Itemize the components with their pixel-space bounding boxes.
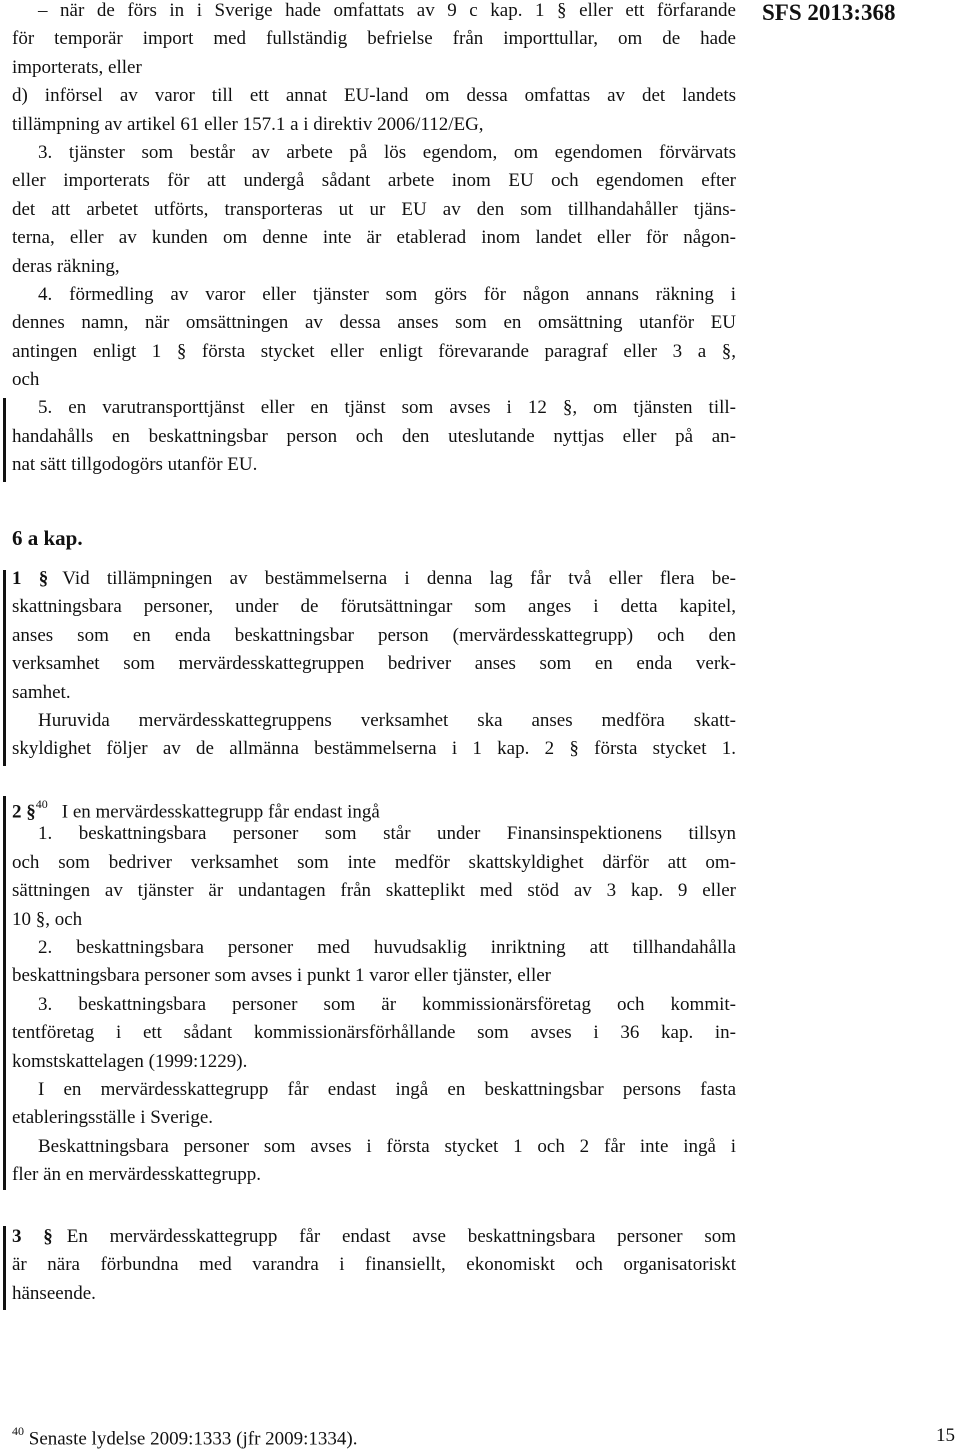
text-line: 3 § En mervärdesskattegrupp får endast avse beskattningsbara personer som bbox=[12, 1226, 736, 1247]
chapter-heading: 6 a kap. bbox=[12, 526, 83, 550]
section-number: 1 § bbox=[12, 568, 49, 589]
text-line: 5. en varutransporttjänst eller en tjänst som avses i 12 §, om tjänsten till- bbox=[38, 397, 736, 419]
text-line: för temporär import med fullständig befrielse från importtullar, om de hade bbox=[12, 28, 736, 50]
text-line: handahålls en beskattningsbar person och den uteslutande nyttjas eller på an- bbox=[12, 425, 736, 447]
text-line: sättningen av tjänster är undantagen från skatteplikt med stöd av 3 kap. 9 eller bbox=[12, 880, 736, 902]
text-line: d) införsel av varor till ett annat EU-land om dessa omfattas av det landets bbox=[12, 85, 736, 107]
text-line: deras räkning, bbox=[12, 255, 120, 277]
text-line: importerats, eller bbox=[12, 56, 142, 78]
section-2 bbox=[12, 792, 736, 1189]
text-line: det att arbetet utförts, transporteras ut ur EU av den som tillhandahåller tjäns- bbox=[12, 198, 736, 220]
change-bar bbox=[3, 570, 6, 766]
text-line: 2. beskattningsbara personer med huvudsaklig inriktning att tillhandahålla bbox=[38, 936, 736, 958]
text-line: och som bedriver verksamhet som inte medför skattskyldighet därför att om- bbox=[12, 851, 736, 873]
text-line: fler än en mervärdesskattegrupp. bbox=[12, 1164, 262, 1186]
text-line: Beskattningsbara personer som avses i första stycket 1 och 2 får inte ingå i bbox=[38, 1135, 736, 1157]
text-line: antingen enligt 1 § första stycket eller enligt förevarande paragraf eller 3 a §, bbox=[12, 340, 736, 362]
section-number: 3 § bbox=[12, 1226, 53, 1247]
footnote-ref: 40 bbox=[35, 797, 48, 811]
section-1 bbox=[12, 565, 736, 764]
text-line: hänseende. bbox=[12, 1282, 96, 1304]
text-line: – när de förs in i Sverige hade omfattats av 9 c kap. 1 § eller ett förfarande bbox=[38, 0, 736, 21]
text-line: dennes namn, när omsättningen av dessa anses som en omsättning utanför EU bbox=[12, 312, 736, 334]
text-line: 4. förmedling av varor eller tjänster som görs för någon annans räkning i bbox=[38, 283, 736, 305]
text-line: eller importerats för att undergå sådant arbete inom EU och egendomen efter bbox=[12, 170, 736, 192]
text-line: 1. beskattningsbara personer som står under Finansinspektionens tillsyn bbox=[38, 823, 736, 845]
footnote-text: Senaste lydelse 2009:1333 (jfr 2009:1334). bbox=[28, 1428, 358, 1450]
text-line: terna, eller av kunden om denne inte är etablerad inom landet eller för någon- bbox=[12, 227, 736, 249]
change-bar bbox=[3, 1226, 6, 1310]
text-line: verksamhet som mervärdesskattegruppen bedriver anses som en enda verk- bbox=[12, 653, 736, 675]
page-number: 15 bbox=[936, 1425, 955, 1446]
top-text-block bbox=[12, 0, 736, 480]
change-bar bbox=[3, 796, 6, 1190]
text-line: är nära förbundna med varandra i finansiellt, ekonomiskt och organisatoriskt bbox=[12, 1254, 736, 1276]
text-line: 10 §, och bbox=[12, 908, 83, 930]
text-line: 2 §$^{40}$ I en mervärdesskattegrupp får endast ingå bbox=[12, 797, 380, 823]
text-line: 1 § Vid tillämpningen av bestämmelserna i denna lag får två eller flera be- bbox=[12, 568, 736, 589]
text-line: tentföretag i ett sådant kommissionärsförhållande som avses i 36 kap. in- bbox=[12, 1022, 736, 1044]
text-line: komstskattelagen (1999:1229). bbox=[12, 1050, 248, 1072]
section-number: 2 § bbox=[12, 801, 36, 823]
footnote bbox=[12, 1421, 358, 1451]
text-line: tillämpning av artikel 61 eller 157.1 a i direktiv 2006/112/EG, bbox=[12, 113, 484, 135]
footnote-number: 40 bbox=[12, 1424, 24, 1438]
text-line: beskattningsbara personer som avses i punkt 1 varor eller tjänster, eller bbox=[12, 965, 551, 987]
sfs-number: SFS 2013:368 bbox=[762, 0, 896, 25]
text-line: I en mervärdesskattegrupp får endast ingå en beskattningsbar persons fasta bbox=[38, 1078, 736, 1100]
text-line: anses som en enda beskattningsbar person (mervärdesskattegrupp) och den bbox=[12, 624, 736, 646]
text-line: Huruvida mervärdesskattegruppens verksamhet ska anses medföra skatt- bbox=[38, 709, 736, 731]
text-line: och bbox=[12, 369, 40, 391]
text-line: samhet. bbox=[12, 681, 71, 703]
text-line: nat sätt tillgodogörs utanför EU. bbox=[12, 454, 258, 476]
text-line: 3. beskattningsbara personer som är kommissionärsföretag och kommit- bbox=[38, 993, 736, 1015]
change-bar bbox=[3, 398, 6, 482]
text-line: skyldighet följer av de allmänna bestämmelserna i 1 kap. 2 § första stycket 1. bbox=[12, 738, 736, 760]
text-line: skattningsbara personer, under de förutsättningar som anges i detta kapitel, bbox=[12, 596, 736, 618]
text-line: 3. tjänster som består av arbete på lös egendom, om egendomen förvärvats bbox=[38, 141, 736, 163]
section-3 bbox=[12, 1223, 736, 1308]
text-line: etableringsställe i Sverige. bbox=[12, 1107, 214, 1129]
